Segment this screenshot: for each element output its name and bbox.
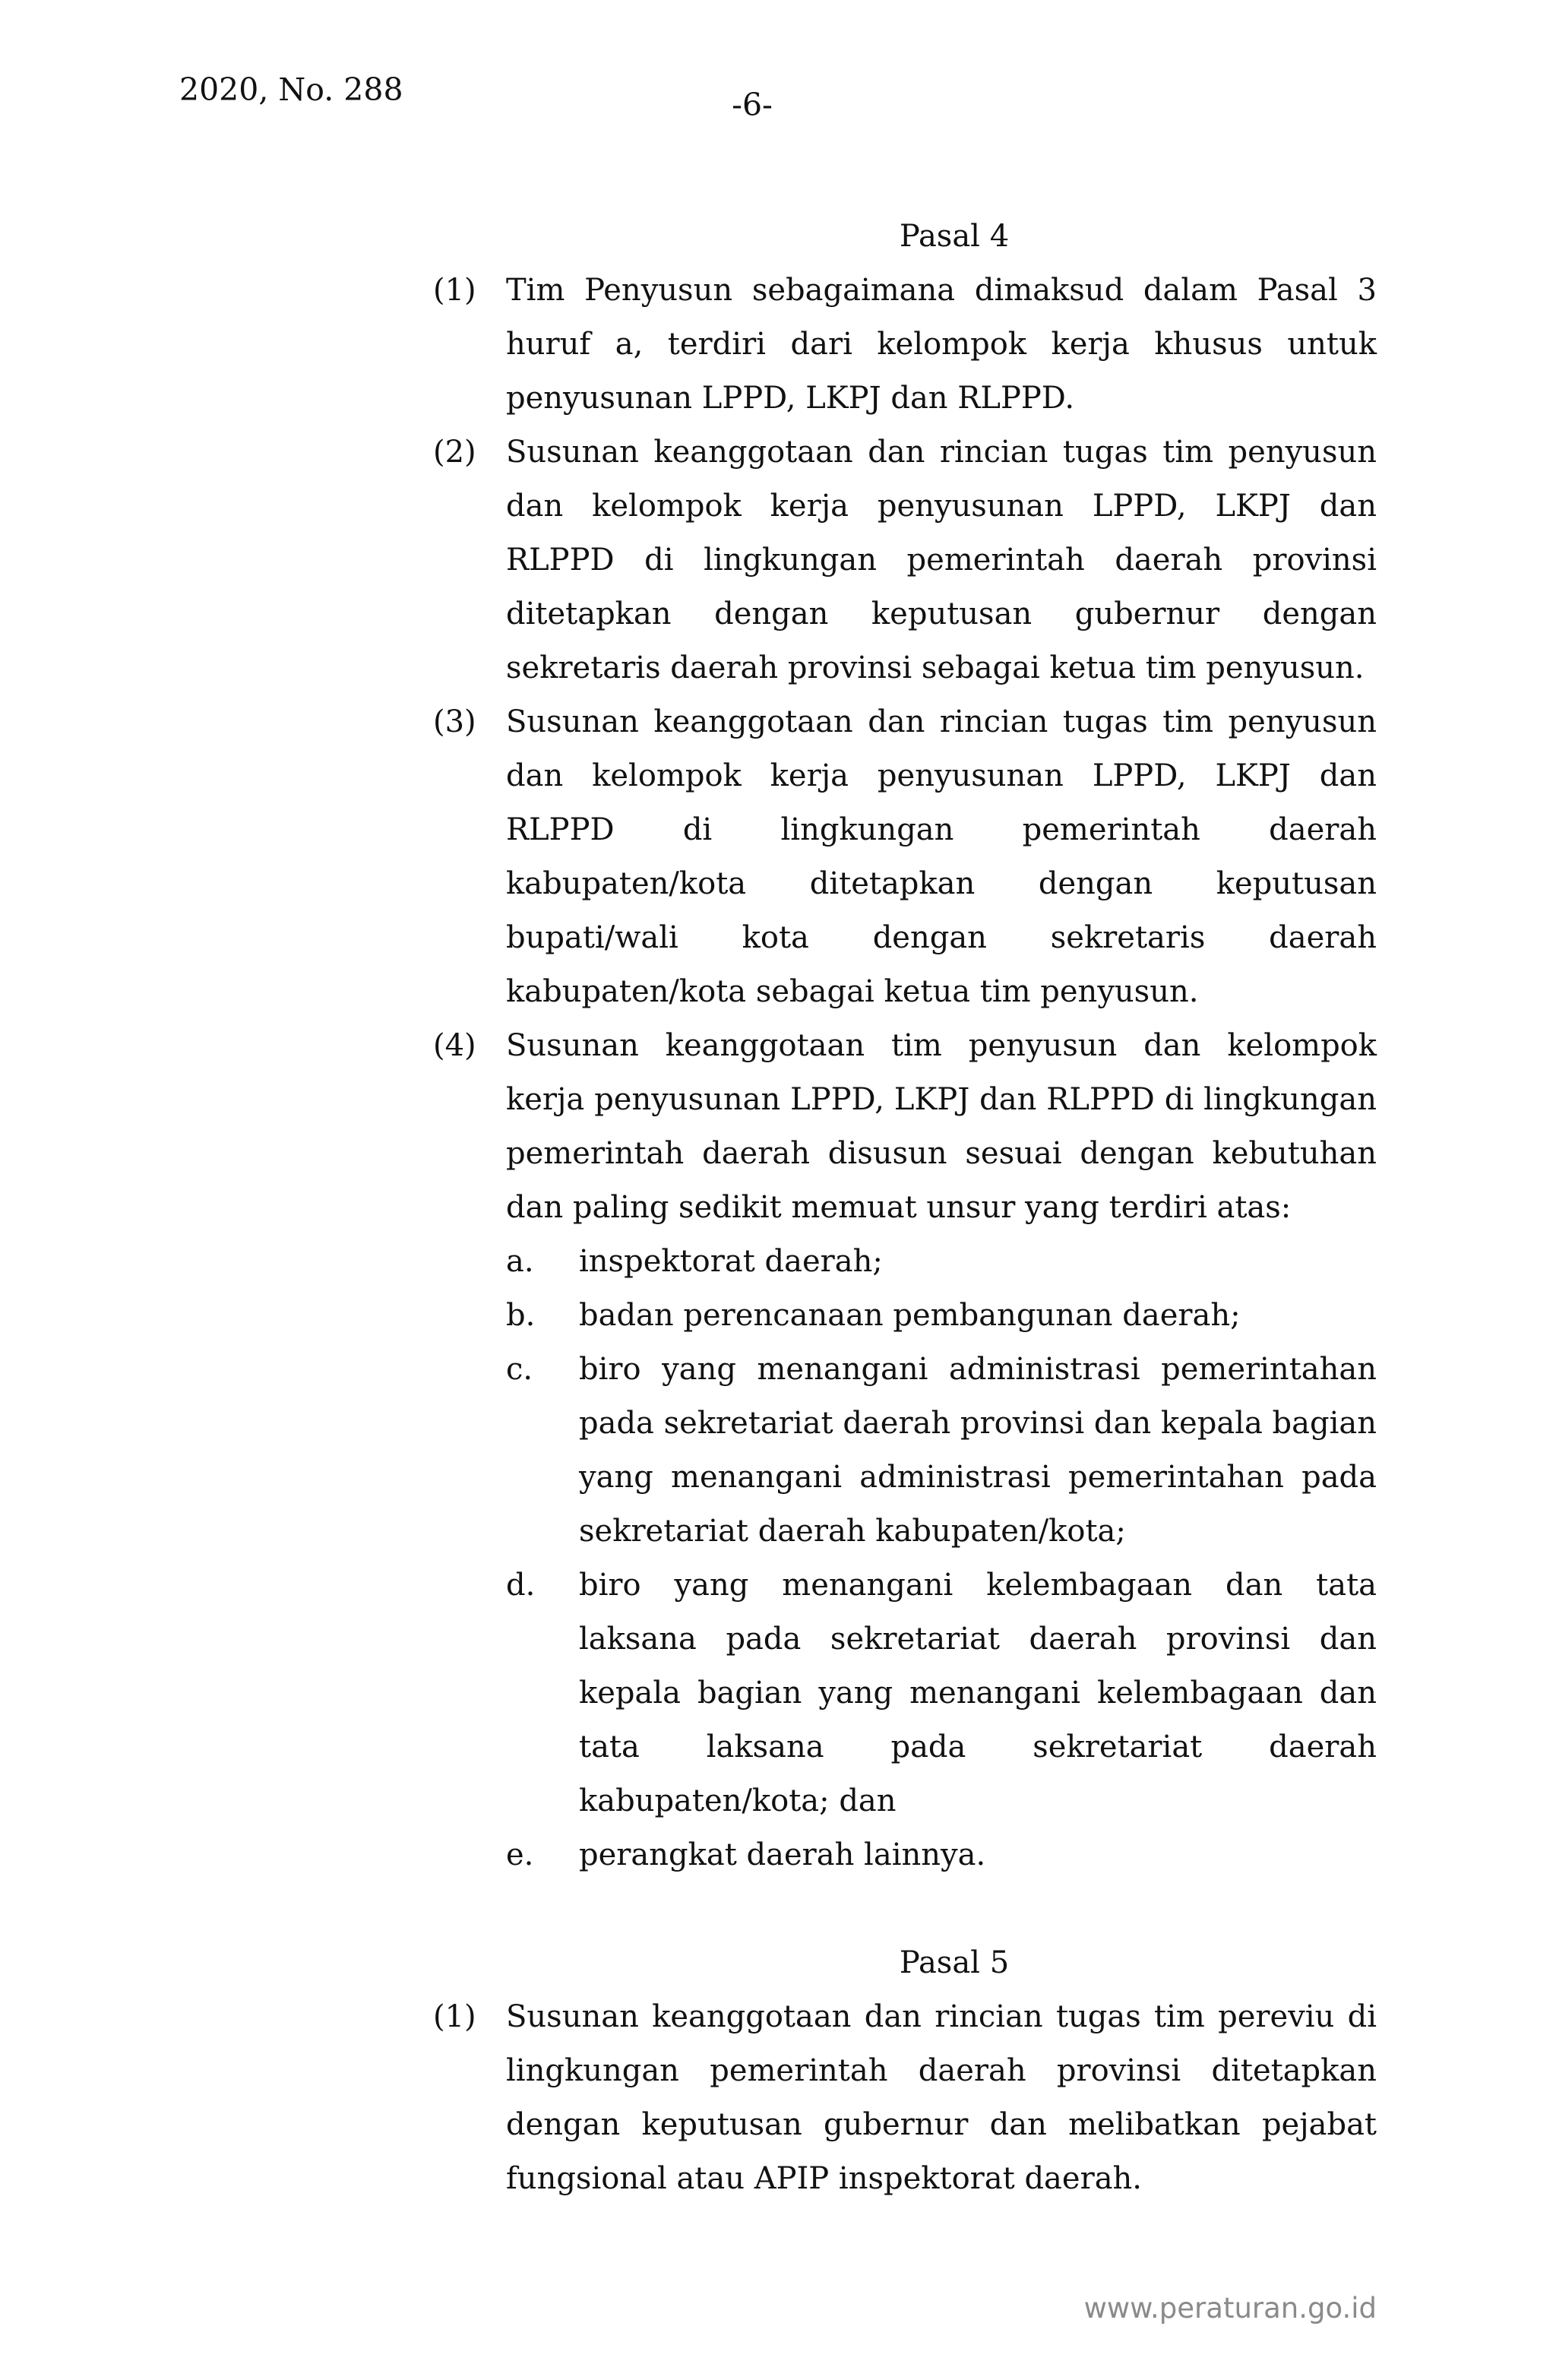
paragraph-number: (1) [433,1999,476,2034]
paragraph-number: (1) [433,273,476,308]
list-item-text: perangkat daerah lainnya. [579,1837,986,1872]
pasal-5-title: Pasal 5 [899,1945,1010,1980]
list-item-text: biro yang menangani kelembagaan dan tata laksana pada sekretariat daerah provinsi dan kepala bagian yang menangani kelembagaan dan tata laksana pada sekretariat daerah kabupaten/kota; dan [579,1568,1377,1818]
paragraph-body [506,1019,1377,1882]
list-item-letter: d. [506,1568,536,1603]
list-item [506,1828,1377,1882]
list-item-text: inspektorat daerah; [579,1244,883,1279]
paragraph-text: Susunan keanggotaan tim penyusun dan kelompok kerja penyusunan LPPD, LKPJ dan RLPPD di lingkungan pemerintah daerah disusun sesuai dengan kebutuhan dan paling sedikit memuat unsur yang terdiri atas: [506,1028,1377,1225]
paragraph-number: (2) [433,435,476,470]
pasal-4-paragraph-1 [433,264,1377,426]
paragraph-text: Susunan keanggotaan dan rincian tugas tim penyusun dan kelompok kerja penyusunan LPPD, LKPJ dan RLPPD di lingkungan pemerintah daerah provinsi ditetapkan dengan keputusan gubernur dengan sekretaris daerah provinsi sebagai ketua tim penyusun. [506,435,1377,685]
list-item-letter: e. [506,1837,534,1872]
pasal-4-paragraph-3 [433,695,1377,1019]
list-item [506,1289,1377,1343]
pasal-5-paragraph-1 [433,1990,1377,2206]
paragraph-text: Tim Penyusun sebagaimana dimaksud dalam Pasal 3 huruf a, terdiri dari kelompok kerja khusus untuk penyusunan LPPD, LKPJ dan RLPPD. [506,273,1377,416]
paragraph-number: (4) [433,1028,476,1063]
section-spacer [433,1882,1377,1936]
document-reference: 2020, No. 288 [179,71,403,108]
sub-item-list [506,1235,1377,1882]
footer-website-url: www.peraturan.go.id [1083,2292,1377,2325]
list-item [506,1235,1377,1289]
paragraph-number: (3) [433,704,476,739]
paragraph-text: Susunan keanggotaan dan rincian tugas tim pereviu di lingkungan pemerintah daerah provinsi ditetapkan dengan keputusan gubernur dan melibatkan pejabat fungsional atau APIP inspektorat daerah. [506,1999,1377,2196]
list-item-letter: c. [506,1352,533,1387]
document-body [433,210,1377,2206]
list-item-letter: a. [506,1244,534,1279]
pasal-4-title: Pasal 4 [899,219,1010,254]
list-item-letter: b. [506,1298,536,1333]
pasal-4-paragraph-4 [433,1019,1377,1882]
list-item-text: badan perencanaan pembangunan daerah; [579,1298,1241,1333]
list-item [506,1559,1377,1828]
pasal-4-paragraph-2 [433,426,1377,695]
list-item-text: biro yang menangani administrasi pemerintahan pada sekretariat daerah provinsi dan kepala bagian yang menangani administrasi pemerintahan pada sekretariat daerah kabupaten/kota; [579,1352,1377,1549]
page-number: -6- [732,87,773,123]
list-item [506,1343,1377,1559]
paragraph-text: Susunan keanggotaan dan rincian tugas tim penyusun dan kelompok kerja penyusunan LPPD, LKPJ dan RLPPD di lingkungan pemerintah daerah kabupaten/kota ditetapkan dengan keputusan bupati/wali kota dengan sekretaris daerah kabupaten/kota sebagai ketua tim penyusun. [506,704,1377,1009]
